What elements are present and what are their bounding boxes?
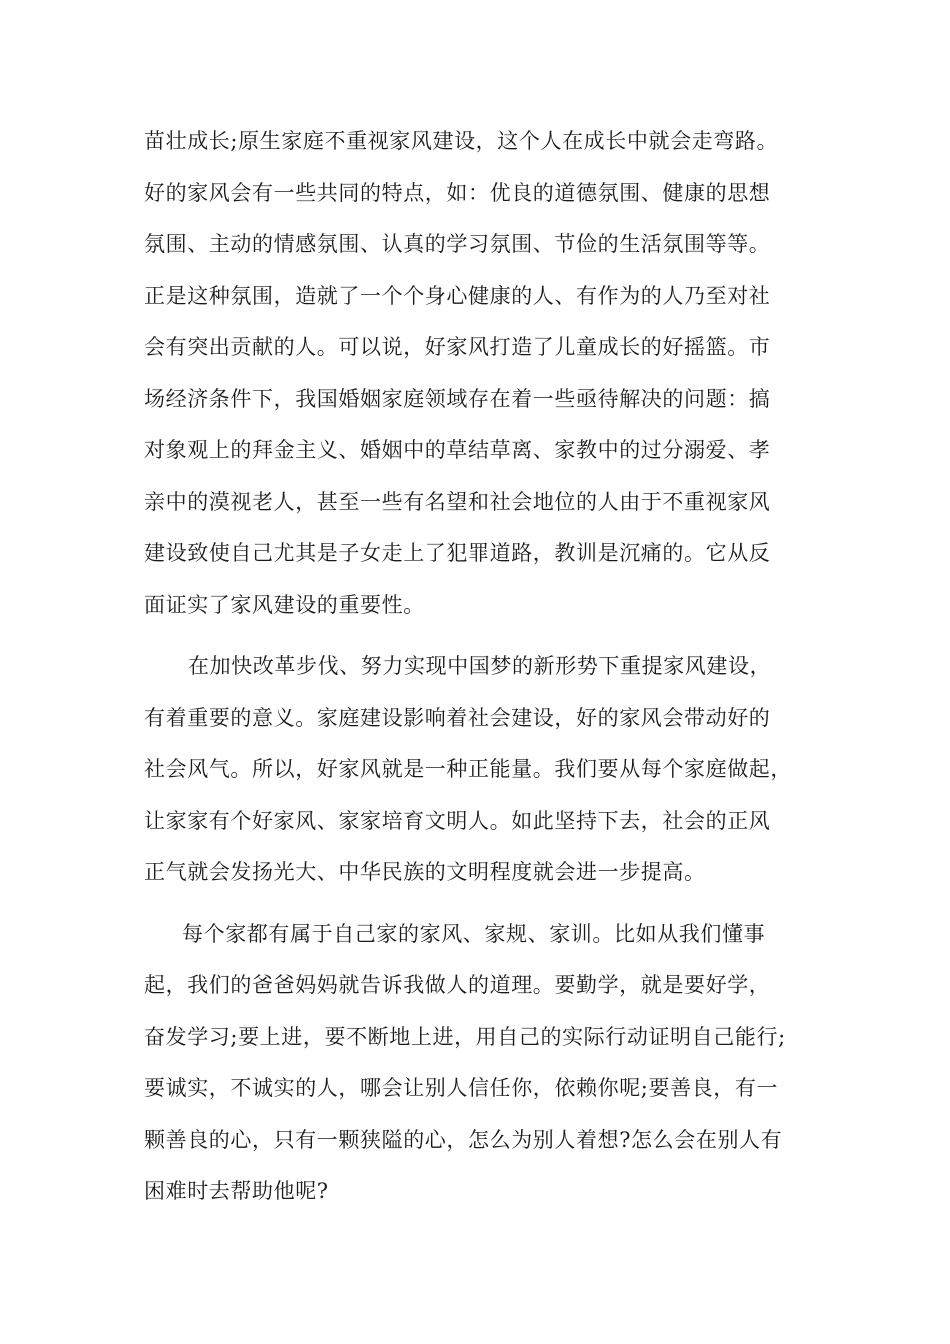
paragraph-2 <box>144 653 814 885</box>
text-line: 要诚实，不诚实的人，哪会让别人信任你，依赖你呢;要善良，有一 <box>144 1076 779 1100</box>
text-line: 好的家风会有一些共同的特点，如：优良的道德氛围、健康的思想 <box>144 180 771 205</box>
text-line: 社会风气。所以，好家风就是一种正能量。我们要从每个家庭做起， <box>144 757 792 781</box>
text-line: 亲中的漠视老人，甚至一些有名望和社会地位的人由于不重视家风 <box>144 489 771 514</box>
text-line: 正是这种氛围，造就了一个个身心健康的人、有作为的人乃至对社 <box>144 283 771 308</box>
document-page <box>144 128 814 1230</box>
paragraph-3 <box>144 921 814 1205</box>
paragraph-1 <box>144 128 814 618</box>
paragraph-spacer <box>144 643 814 653</box>
text-line: 让家家有个好家风、家家培育文明人。如此坚持下去，社会的正风 <box>144 808 771 833</box>
text-line: 奋发学习;要上进，要不断地上进，用自己的实际行动证明自己能行; <box>144 1024 786 1049</box>
text-line: 起，我们的爸爸妈妈就告诉我做人的道理。要勤学，就是要好学， <box>144 973 771 997</box>
paragraph-spacer <box>144 911 814 921</box>
text-line: 在加快改革步伐、努力实现中国梦的新形势下重提家风建设， <box>188 654 772 678</box>
text-line: 建设致使自己尤其是子女走上了犯罪道路，教训是沉痛的。它从反 <box>144 541 771 565</box>
text-line: 正气就会发扬光大、中华民族的文明程度就会进一步提高。 <box>144 860 706 884</box>
text-line: 颗善良的心，只有一颗狭隘的心，怎么为别人着想?怎么会在别人有 <box>144 1127 783 1152</box>
text-line: 场经济条件下，我国婚姻家庭领域存在着一些亟待解决的问题：搞 <box>144 386 771 411</box>
text-line: 氛围、主动的情感氛围、认真的学习氛围、节俭的生活氛围等等。 <box>144 232 771 256</box>
text-line: 对象观上的拜金主义、婚姻中的草结草离、家教中的过分溺爱、孝 <box>144 438 771 462</box>
text-line: 困难时去帮助他呢? <box>144 1179 329 1203</box>
text-line: 有着重要的意义。家庭建设影响着社会建设，好的家风会带动好的 <box>144 705 771 730</box>
text-line: 会有突出贡献的人。可以说，好家风打造了儿童成长的好摇篮。市 <box>144 335 771 359</box>
text-line: 面证实了家风建设的重要性。 <box>144 592 425 617</box>
text-line: 每个家都有属于自己家的家风、家规、家训。比如从我们懂事 <box>182 921 766 946</box>
text-line: 苗壮成长;原生家庭不重视家风建设，这个人在成长中就会走弯路。 <box>144 129 779 153</box>
